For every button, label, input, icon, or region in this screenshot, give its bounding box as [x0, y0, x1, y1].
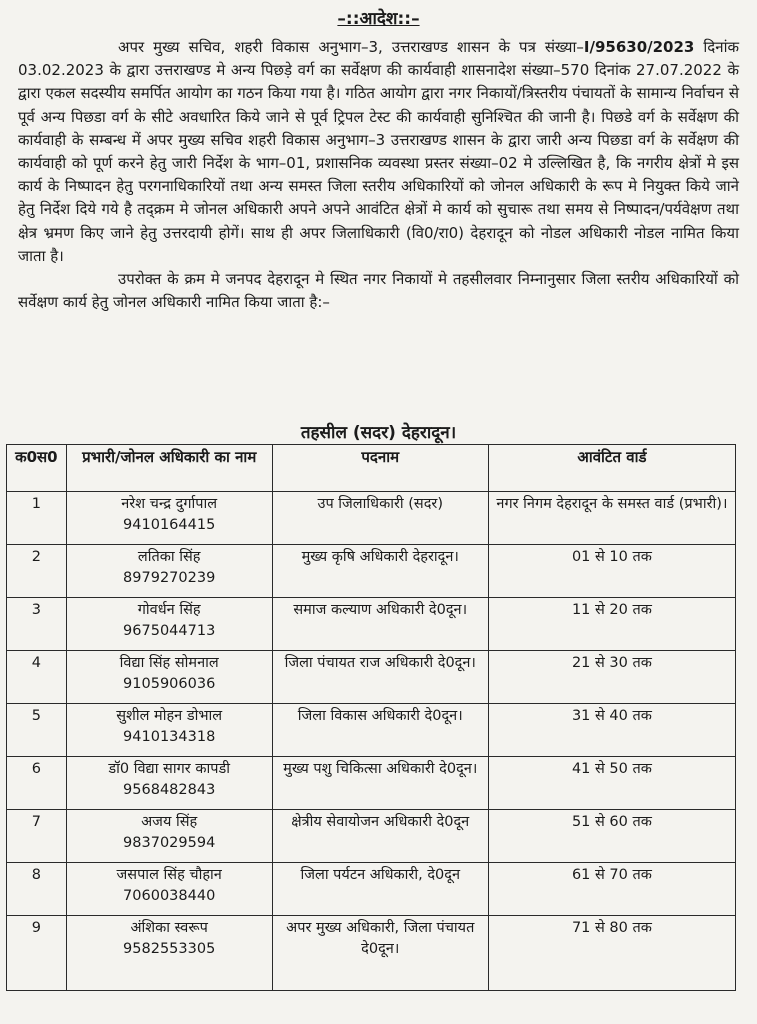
header-officer-name: प्रभारी/जोनल अधिकारी का नाम: [66, 445, 272, 492]
order-paragraph-2: उपरोक्त के क्रम मे जनपद देहरादून मे स्थित नगर निकायों मे तहसीलवार निम्नानुसार जिला स्तरीय अधिकारियों को सर्वेक्षण कार्य हेतु जोनल अधिकारी नामित किया जाता है:–: [18, 270, 739, 312]
cell-officer: [66, 651, 272, 704]
cell-wards-text: 11 से 20 तक: [571, 602, 652, 618]
cell-wards-text: 41 से 50 तक: [571, 761, 652, 777]
cell-wards: [488, 598, 735, 651]
header-sno: क0स0: [7, 445, 67, 492]
cell-designation-text: अपर मुख्य अधिकारी, जिला पंचायत दे0दून।: [286, 920, 475, 957]
table-row: [7, 810, 736, 863]
cell-wards: [488, 810, 735, 863]
cell-sno-text: 2: [31, 549, 41, 565]
paragraph-1-start: अपर मुख्य सचिव, शहरी विकास अनुभाग–3, उत्तराखण्ड शासन के पत्र संख्या–: [118, 38, 584, 56]
cell-sno-text: 6: [31, 761, 41, 777]
cell-officer-phone: 9582553305: [123, 941, 216, 957]
cell-sno-text: 9: [31, 920, 41, 936]
cell-officer: [66, 545, 272, 598]
cell-officer-phone: 9105906036: [123, 676, 216, 692]
order-body: [18, 36, 739, 314]
cell-wards-text: 71 से 80 तक: [571, 920, 652, 936]
cell-designation-text: उप जिलाधिकारी (सदर): [317, 496, 443, 512]
cell-designation-text: मुख्य कृषि अधिकारी देहरादून।: [301, 549, 459, 565]
cell-designation: [272, 651, 488, 704]
cell-officer: [66, 492, 272, 545]
cell-sno: [7, 651, 67, 704]
cell-officer-text: अजय सिंह: [141, 814, 198, 830]
table-row: [7, 863, 736, 916]
cell-wards-text: 51 से 60 तक: [571, 814, 652, 830]
cell-officer-text: सुशील मोहन डोभाल: [116, 708, 223, 724]
cell-officer-phone: 8979270239: [123, 570, 216, 586]
cell-wards: [488, 704, 735, 757]
cell-designation: [272, 916, 488, 991]
cell-wards-text: 21 से 30 तक: [571, 655, 652, 671]
cell-officer-phone: 9410164415: [123, 517, 216, 533]
table-row: [7, 757, 736, 810]
paragraph-1-rest: दिनांक 03.02.2023 के द्वारा उत्तराखण्ड मे अन्य पिछड़े वर्ग का सर्वेक्षण की कार्यवाही शासनादेश संख्या–570 दिनांक 27.07.2022 के द्वारा एकल सदस्यीय समर्पित आयोग का गठन किया गया है। गठित आयोग द्वारा नगर निकायों/त्रिस्तरीय पंचायतों के सामान्य निर्वाचन से पूर्व अन्य पिछडा वर्ग के सीटे अवधारित किये जाने से पूर्व ट्रिपल टेस्ट की कार्यवाही सुनिश्चित की जानी है। पिछडे वर्ग के सर्वेक्षण की कार्यवाही के सम्बन्ध में अपर मुख्य सचिव शहरी विकास अनुभाग–3 उत्तराखण्ड शासन के द्वारा जारी अन्य पिछडा वर्ग के सर्वेक्षण की कार्यवाही को पूर्ण करने हेतु जारी निर्देश के भाग–01, प्रशासनिक व्यवस्था प्रस्तर संख्या–02 मे उल्लिखित है, कि नगरीय क्षेत्रों मे इस कार्य के निष्पादन हेतु परगनाधिकारियों तथा अन्य समस्त जिला स्तरीय अधिकारियों को जोनल अधिकारी के रूप मे नियुक्त किये जाने हेतु निर्देश दिये गये है तद्क्रम मे जोनल अधिकारी अपने अपने आवंटित क्षेत्रों मे कार्य को सुचारू तथा समय से निष्पादन/पर्यवेक्षण तथा क्षेत्र भ्रमण किए जाने हेतु उत्तरदायी होगें। साथ ही अपर जिलाधिकारी (वि0/रा0) देहरादून को नोडल अधिकारी नोडल नामित किया जाता है।: [18, 38, 739, 265]
cell-officer-text: डॉ0 विद्या सागर कापडी: [108, 761, 230, 777]
cell-wards-text: 61 से 70 तक: [571, 867, 652, 883]
cell-sno: [7, 916, 67, 991]
cell-sno: [7, 598, 67, 651]
cell-wards-text: 31 से 40 तक: [571, 708, 652, 724]
table-header-row: [7, 445, 736, 492]
cell-designation: [272, 704, 488, 757]
cell-designation: [272, 810, 488, 863]
table-row: [7, 704, 736, 757]
cell-officer-text: लतिका सिंह: [137, 549, 201, 565]
cell-officer-phone: 9675044713: [123, 623, 216, 639]
cell-officer: [66, 598, 272, 651]
cell-wards: [488, 757, 735, 810]
cell-officer-text: अंशिका स्वरूप: [130, 920, 208, 936]
cell-wards: [488, 545, 735, 598]
table-row: [7, 651, 736, 704]
cell-designation-text: मुख्य पशु चिकित्सा अधिकारी दे0दून।: [283, 761, 478, 777]
cell-designation: [272, 545, 488, 598]
cell-sno: [7, 545, 67, 598]
cell-wards: [488, 651, 735, 704]
cell-sno: [7, 863, 67, 916]
cell-sno-text: 5: [31, 708, 41, 724]
cell-officer-text: विद्या सिंह सोमनाल: [119, 655, 219, 671]
order-heading: –::आदेश::–: [337, 9, 420, 29]
cell-designation: [272, 492, 488, 545]
header-designation: पदनाम: [272, 445, 488, 492]
officers-table: [6, 444, 736, 991]
cell-officer: [66, 916, 272, 991]
cell-sno: [7, 810, 67, 863]
cell-officer: [66, 704, 272, 757]
table-row: [7, 916, 736, 991]
cell-officer-text: जसपाल सिंह चौहान: [116, 867, 222, 883]
cell-designation-text: समाज कल्याण अधिकारी दे0दून।: [293, 602, 468, 618]
cell-officer-text: गोवर्धन सिंह: [137, 602, 201, 618]
cell-officer: [66, 757, 272, 810]
cell-sno: [7, 492, 67, 545]
cell-wards: [488, 863, 735, 916]
cell-officer: [66, 810, 272, 863]
cell-designation: [272, 863, 488, 916]
cell-designation-text: जिला विकास अधिकारी दे0दून।: [297, 708, 463, 724]
cell-officer-text: नरेश चन्द्र दुर्गापाल: [121, 496, 218, 512]
cell-designation-text: क्षेत्रीय सेवायोजन अधिकारी दे0दून: [291, 814, 470, 830]
table-row: [7, 598, 736, 651]
cell-officer-phone: 9837029594: [123, 835, 216, 851]
cell-designation-text: जिला पर्यटन अधिकारी, दे0दून: [300, 867, 461, 883]
cell-sno-text: 7: [31, 814, 41, 830]
table-title: तहसील (सदर) देहरादून।: [300, 423, 457, 443]
cell-officer-phone: 7060038440: [123, 888, 216, 904]
cell-officer-phone: 9410134318: [123, 729, 216, 745]
cell-sno-text: 1: [31, 496, 41, 512]
cell-wards: [488, 916, 735, 991]
cell-designation: [272, 757, 488, 810]
cell-wards-text: 01 से 10 तक: [571, 549, 652, 565]
cell-sno-text: 3: [31, 602, 41, 618]
table-row: [7, 545, 736, 598]
header-wards: आवंटित वार्ड: [488, 445, 735, 492]
letter-number: I/95630/2023: [583, 38, 695, 56]
cell-officer: [66, 863, 272, 916]
cell-wards: [488, 492, 735, 545]
cell-sno: [7, 757, 67, 810]
cell-sno-text: 8: [31, 867, 41, 883]
cell-designation: [272, 598, 488, 651]
order-paragraph-1: [18, 36, 739, 268]
table-row: [7, 492, 736, 545]
cell-wards-text: नगर निगम देहरादून के समस्त वार्ड (प्रभारी)।: [496, 496, 728, 512]
cell-designation-text: जिला पंचायत राज अधिकारी दे0दून।: [284, 655, 476, 671]
cell-officer-phone: 9568482843: [123, 782, 216, 798]
cell-sno: [7, 704, 67, 757]
cell-sno-text: 4: [31, 655, 41, 671]
